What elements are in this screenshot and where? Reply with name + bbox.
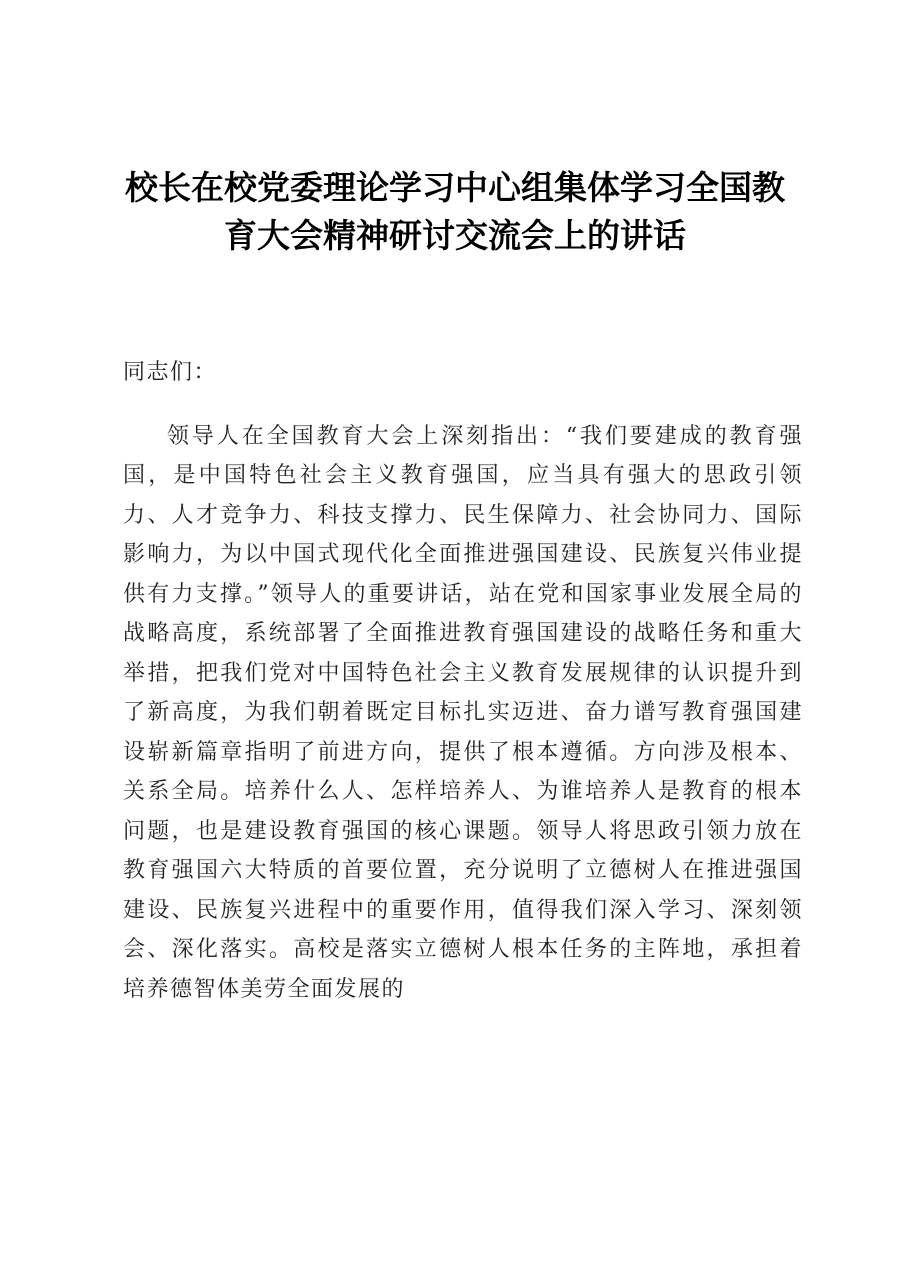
- body-paragraph: 领导人在全国教育大会上深刻指出：“我们要建成的教育强国，是中国特色社会主义教育强国，应当具有强大的思政引领力、人才竞争力、科技支撑力、民生保障力、社会协同力、国际影响力，为以中国式现代化全面推进强国建设、民族复兴伟业提供有力支撑。”领导人的重要讲话，站在党和国家事业发展全局的战略高度，系统部署了全面推进教育强国建设的战略任务和重大举措，把我们党对中国特色社会主义教育发展规律的认识提升到了新高度，为我们朝着既定目标扎实迈进、奋力谱写教育强国建设崭新篇章指明了前进方向，提供了根本遵循。方向涉及根本、关系全局。培养什么人、怎样培养人、为谁培养人是教育的根本问题，也是建设教育强国的核心课题。领导人将思政引领力放在教育强国六大特质的首要位置，充分说明了立德树人在推进强国建设、民族复兴进程中的重要作用，值得我们深入学习、深刻领会、深化落实。高校是落实立德树人根本任务的主阵地，承担着培养德智体美劳全面发展的: [123, 423, 803, 1002]
- salutation: 同志们：: [123, 360, 218, 385]
- document-title: 校长在校党委理论学习中心组集体学习全国教育大会精神研讨交流会上的讲话: [125, 168, 785, 255]
- document-body: [123, 353, 803, 1009]
